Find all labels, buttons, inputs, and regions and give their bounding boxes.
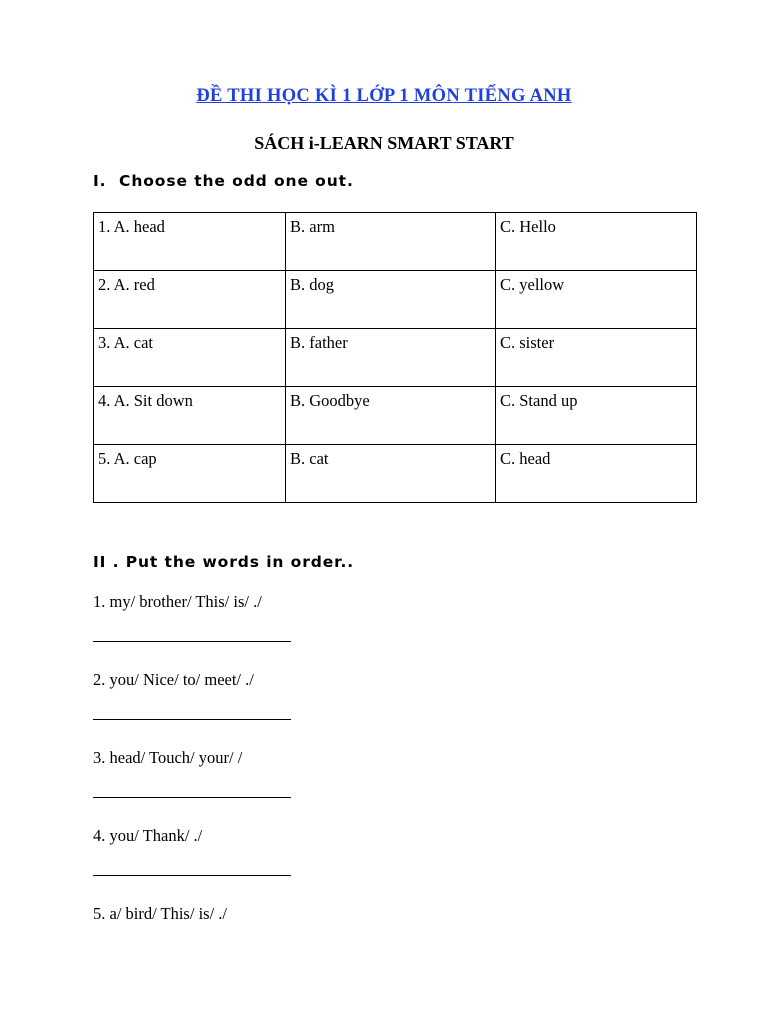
table-cell: B. dog: [286, 271, 496, 329]
table-cell: C. Hello: [496, 213, 697, 271]
answer-blank[interactable]: [93, 797, 291, 798]
table-cell: 3. A. cat: [94, 329, 286, 387]
word-order-list: [93, 592, 693, 982]
table-row: [94, 271, 697, 329]
answer-blank[interactable]: [93, 875, 291, 876]
list-item: [93, 670, 693, 748]
word-order-prompt: 2. you/ Nice/ to/ meet/ ./: [93, 670, 254, 689]
table-row: [94, 329, 697, 387]
word-order-prompt: 4. you/ Thank/ ./: [93, 826, 203, 845]
table-row: [94, 387, 697, 445]
page-title: ĐỀ THI HỌC KÌ 1 LỚP 1 MÔN TIẾNG ANH: [196, 86, 572, 106]
answer-blank[interactable]: [93, 641, 291, 642]
section-1-heading: I. Choose the odd one out.: [93, 172, 354, 190]
table-cell: C. head: [496, 445, 697, 503]
table-cell: 2. A. red: [94, 271, 286, 329]
list-item: [93, 592, 693, 670]
table-cell: 4. A. Sit down: [94, 387, 286, 445]
section-2-heading: II . Put the words in order..: [93, 553, 355, 571]
page-subtitle: SÁCH i-LEARN SMART START: [254, 133, 514, 153]
odd-one-out-table: [93, 212, 697, 503]
list-item: [93, 826, 693, 904]
table-cell: 5. A. cap: [94, 445, 286, 503]
answer-blank[interactable]: [93, 719, 291, 720]
table-row: [94, 213, 697, 271]
table-cell: B. father: [286, 329, 496, 387]
list-item: [93, 904, 693, 982]
table-cell: B. Goodbye: [286, 387, 496, 445]
word-order-prompt: 1. my/ brother/ This/ is/ ./: [93, 592, 262, 611]
list-item: [93, 748, 693, 826]
table-cell: 1. A. head: [94, 213, 286, 271]
table-cell: C. Stand up: [496, 387, 697, 445]
table-cell: C. yellow: [496, 271, 697, 329]
table-cell: B. cat: [286, 445, 496, 503]
table-cell: C. sister: [496, 329, 697, 387]
table-cell: B. arm: [286, 213, 496, 271]
word-order-prompt: 5. a/ bird/ This/ is/ ./: [93, 904, 227, 923]
table-row: [94, 445, 697, 503]
word-order-prompt: 3. head/ Touch/ your/ /: [93, 748, 243, 767]
